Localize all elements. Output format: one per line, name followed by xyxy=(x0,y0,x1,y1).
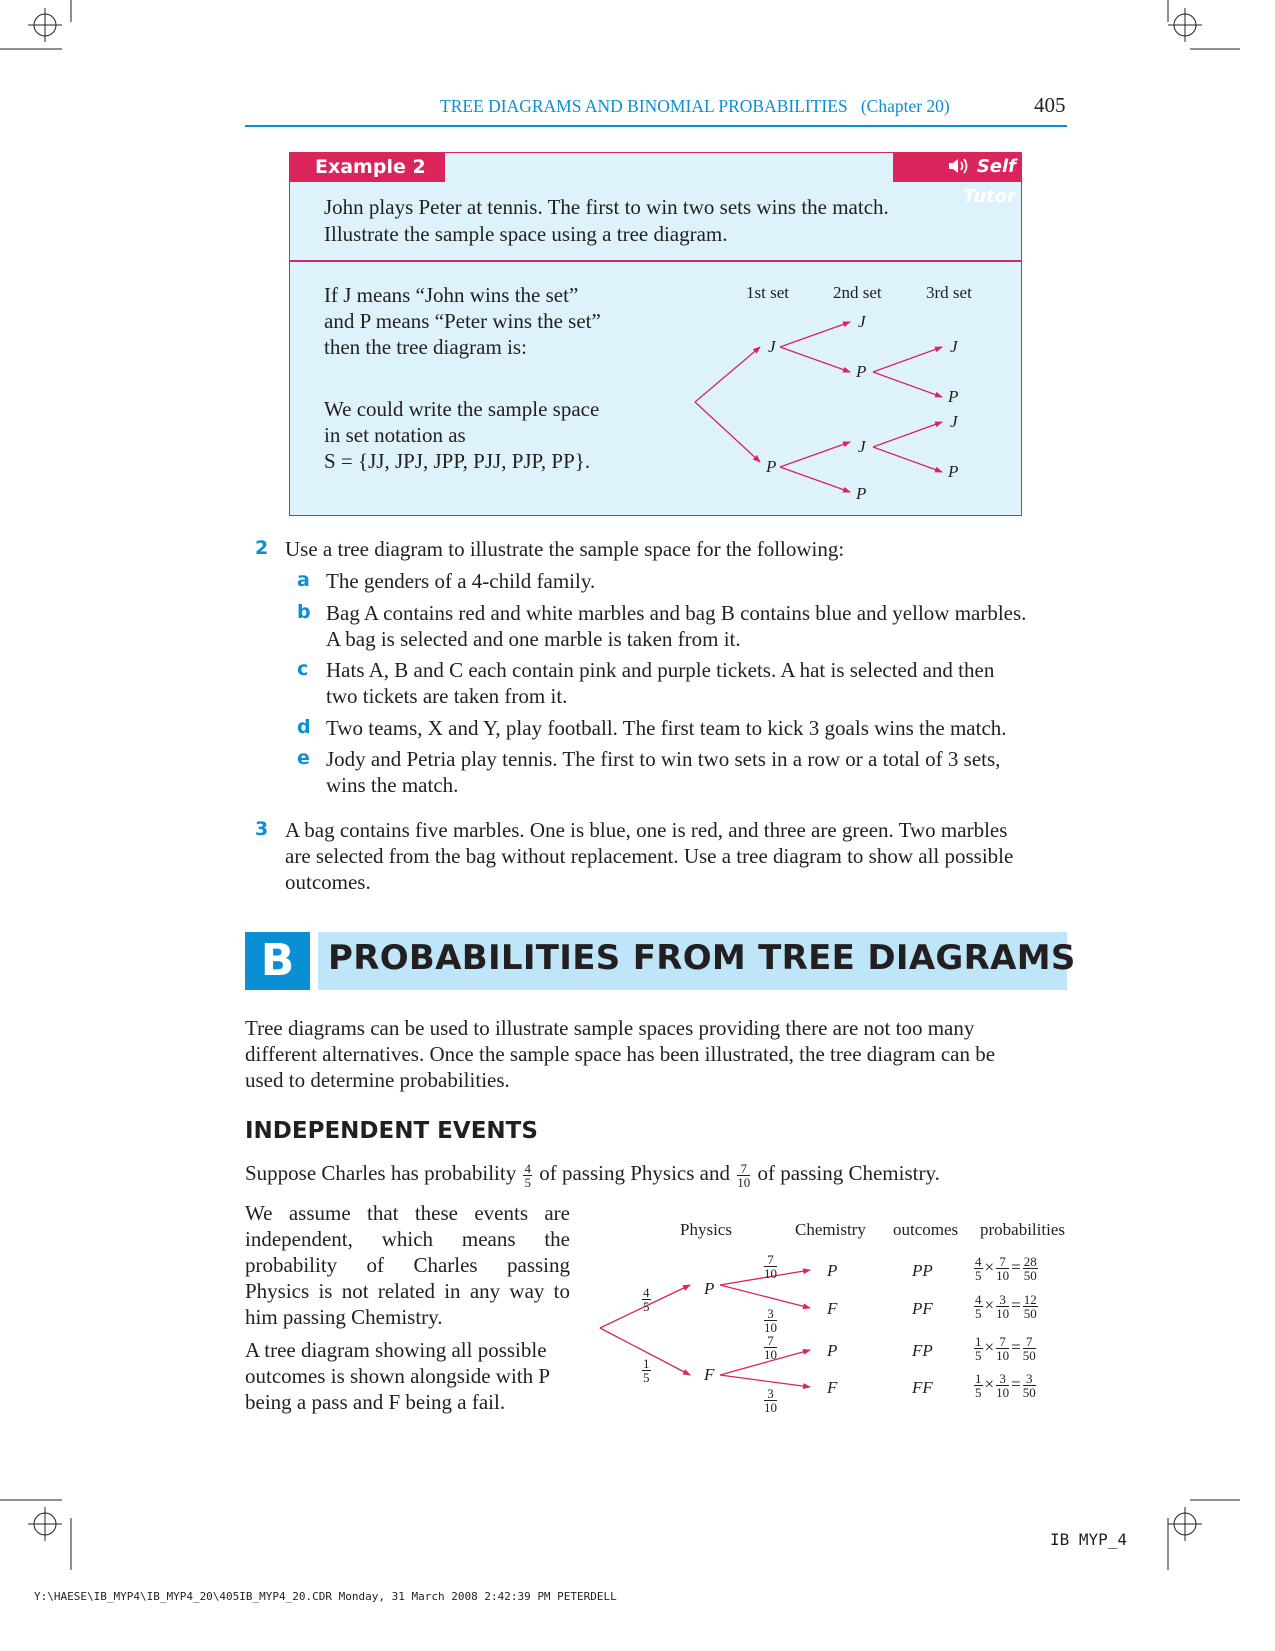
outcome-pf: PF xyxy=(912,1299,933,1318)
q2d-letter: d xyxy=(297,716,311,738)
tree-description-paragraph xyxy=(245,1337,570,1415)
q2c-line2: two tickets are taken from it. xyxy=(326,684,568,708)
branch-jp-p xyxy=(873,372,942,397)
prob-product-fp: $\frac{1}{5}$ × $\frac{7}{10}$ = $\frac{7}{50}$ xyxy=(975,1334,1036,1363)
fraction-seven-tenths: $\frac{7}{10}$ xyxy=(737,1160,751,1190)
branch-prob-physics-pass: $\frac{4}{5}$ xyxy=(643,1285,650,1314)
q3-line2: are selected from the bag without replacement. Use a tree diagram to show all possible xyxy=(285,844,1014,868)
footer-file-path: Y:\HAESE\IB_MYP4\IB_MYP4_20\405IB_MYP4_20.CDR Monday, 31 March 2008 2:42:39 PM PETERDELL xyxy=(34,1590,617,1603)
branch-pj-j xyxy=(873,422,942,447)
section-title: PROBABILITIES FROM TREE DIAGRAMS xyxy=(328,938,1076,978)
tree-col-1st-set: 1st set xyxy=(746,283,789,302)
running-title: TREE DIAGRAMS AND BINOMIAL PROBABILITIES xyxy=(440,96,848,116)
branch-root-j xyxy=(695,347,760,402)
section-letter: B xyxy=(245,932,310,990)
speaker-icon xyxy=(947,157,971,175)
q2b-letter: b xyxy=(297,601,311,623)
node-chem-pass-1: P xyxy=(827,1261,838,1280)
branch-prob-fp: $\frac{7}{10}$ xyxy=(764,1333,777,1362)
prob-product-ff: $\frac{1}{5}$ × $\frac{3}{10}$ = $\frac{3}{50}$ xyxy=(975,1371,1036,1400)
outcome-fp: FP xyxy=(912,1341,933,1360)
para1-line: independent, which means the xyxy=(245,1227,570,1251)
para2-line: being a pass and F being a fail. xyxy=(245,1390,506,1414)
question-2-text: Use a tree diagram to illustrate the sample space for the following: xyxy=(285,537,845,561)
tree-node-jpj: J xyxy=(950,337,958,356)
node-chem-fail-2: F xyxy=(827,1378,838,1397)
tree-header-physics: Physics xyxy=(680,1220,732,1239)
solution-line5: in set notation as xyxy=(324,423,466,447)
branch-pj-p xyxy=(873,447,942,472)
branch-p-f xyxy=(720,1285,810,1308)
tree-col-2nd-set: 2nd set xyxy=(833,283,882,302)
tree-node-pj: J xyxy=(858,437,866,456)
branch-prob-physics-fail: $\frac{1}{5}$ xyxy=(643,1356,650,1385)
para1-line: Physics is not related in any way to xyxy=(245,1279,570,1303)
q2a-letter: a xyxy=(297,569,310,591)
fraction-four-fifths: $\frac{4}{5}$ xyxy=(524,1160,531,1190)
para1-line: him passing Chemistry. xyxy=(245,1305,443,1329)
solution-line2: and P means “Peter wins the set” xyxy=(324,309,601,333)
suppose-part-a: Suppose Charles has probability xyxy=(245,1161,517,1185)
example-problem-line1: John plays Peter at tennis. The first to win two sets wins the match. xyxy=(324,195,889,219)
solution-line1: If J means “John wins the set” xyxy=(324,283,579,307)
tree-node-jp: P xyxy=(856,362,867,381)
tree-node-pjj: J xyxy=(950,412,958,431)
prob-product-pp: $\frac{4}{5}$ × $\frac{7}{10}$ = $\frac{28}{50}$ xyxy=(975,1254,1037,1283)
branch-prob-ff: $\frac{3}{10}$ xyxy=(764,1386,777,1415)
q2a-text: The genders of a 4-child family. xyxy=(326,569,596,593)
intro-line2: different alternatives. Once the sample space has been illustrated, the tree diagram can be xyxy=(245,1042,996,1066)
branch-prob-pp: $\frac{7}{10}$ xyxy=(764,1252,777,1281)
branch-root-p xyxy=(695,402,760,462)
branch-prob-pf: $\frac{3}{10}$ xyxy=(764,1306,777,1335)
branch-j-j xyxy=(780,322,850,347)
q2b-line2: A bag is selected and one marble is taken from it. xyxy=(326,627,741,651)
solution-line6: S = {JJ, JPJ, JPP, PJJ, PJP, PP}. xyxy=(324,449,591,473)
branch-j-p xyxy=(780,347,850,372)
solution-line4: We could write the sample space xyxy=(324,397,600,421)
tree-node-jj: J xyxy=(858,312,866,331)
question-2-number: 2 xyxy=(255,537,269,559)
node-chem-fail-1: F xyxy=(827,1299,838,1318)
branch-jp-j xyxy=(873,347,942,372)
para2-line: outcomes is shown alongside with P xyxy=(245,1364,551,1388)
q2e-line2: wins the match. xyxy=(326,773,459,797)
example-problem-line2: Illustrate the sample space using a tree diagram. xyxy=(324,222,728,246)
suppose-part-b: of passing Physics and xyxy=(539,1161,730,1185)
q2c-letter: c xyxy=(297,658,309,680)
tree-header-probabilities: probabilities xyxy=(980,1220,1065,1239)
q2b-line1: Bag A contains red and white marbles and bag B contains blue and yellow marbles. xyxy=(326,601,1027,625)
tree-node-pjp: P xyxy=(948,462,959,481)
branch-p-j xyxy=(780,442,850,467)
branch-f-f xyxy=(720,1375,810,1387)
q3-line3: outcomes. xyxy=(285,870,371,894)
intro-line3: used to determine probabilities. xyxy=(245,1068,510,1092)
node-chem-pass-2: P xyxy=(827,1341,838,1360)
q2e-line1: Jody and Petria play tennis. The first to win two sets in a row or a total of 3 sets, xyxy=(326,747,1001,771)
chapter-label: (Chapter 20) xyxy=(860,96,950,116)
tree-header-outcomes: outcomes xyxy=(893,1220,959,1239)
example-divider xyxy=(289,260,1022,262)
para1-line: We assume that these events are xyxy=(245,1201,570,1225)
independence-paragraph xyxy=(245,1200,570,1330)
self-tutor-button[interactable] xyxy=(893,152,1022,207)
node-physics-pass: P xyxy=(704,1279,715,1298)
q2d-text: Two teams, X and Y, play football. The first team to kick 3 goals wins the match. xyxy=(326,716,1007,740)
suppose-sentence xyxy=(245,1160,940,1189)
tree-header-chemistry: Chemistry xyxy=(795,1220,866,1239)
q3-line1: A bag contains five marbles. One is blue, one is red, and three are green. Two marbles xyxy=(285,818,1008,842)
para1-line: probability of Charles passing xyxy=(245,1253,570,1277)
header-rule xyxy=(245,125,1067,127)
q2c-line1: Hats A, B and C each contain pink and purple tickets. A hat is selected and then xyxy=(326,658,995,682)
node-physics-fail: F xyxy=(704,1365,715,1384)
tree-col-3rd-set: 3rd set xyxy=(926,283,972,302)
tree-node-1-p: P xyxy=(766,457,777,476)
self-tutor-label: Self Tutor xyxy=(963,156,1016,207)
tree-node-pp: P xyxy=(856,484,867,503)
branch-p-p xyxy=(780,467,850,492)
intro-line1: Tree diagrams can be used to illustrate sample spaces providing there are not too many xyxy=(245,1016,975,1040)
tree-node-jpp: P xyxy=(948,387,959,406)
tree-node-1-j: J xyxy=(768,337,776,356)
prob-product-pf: $\frac{4}{5}$ × $\frac{3}{10}$ = $\frac{12}{50}$ xyxy=(975,1292,1037,1321)
section-banner-gap xyxy=(310,932,318,990)
outcome-ff: FF xyxy=(912,1378,933,1397)
q2e-letter: e xyxy=(297,747,310,769)
solution-line3: then the tree diagram is: xyxy=(324,335,527,359)
page-number: 405 xyxy=(1034,93,1066,117)
para2-line: A tree diagram showing all possible xyxy=(245,1338,547,1362)
example-label: Example 2 xyxy=(289,152,445,182)
outcome-pp: PP xyxy=(912,1261,933,1280)
footer-book-code: IB MYP_4 xyxy=(1050,1530,1128,1549)
suppose-part-c: of passing Chemistry. xyxy=(757,1161,940,1185)
running-header xyxy=(440,96,950,117)
question-3-number: 3 xyxy=(255,818,269,840)
tennis-tree-diagram xyxy=(680,270,1010,510)
subheading-independent-events: INDEPENDENT EVENTS xyxy=(245,1118,538,1144)
